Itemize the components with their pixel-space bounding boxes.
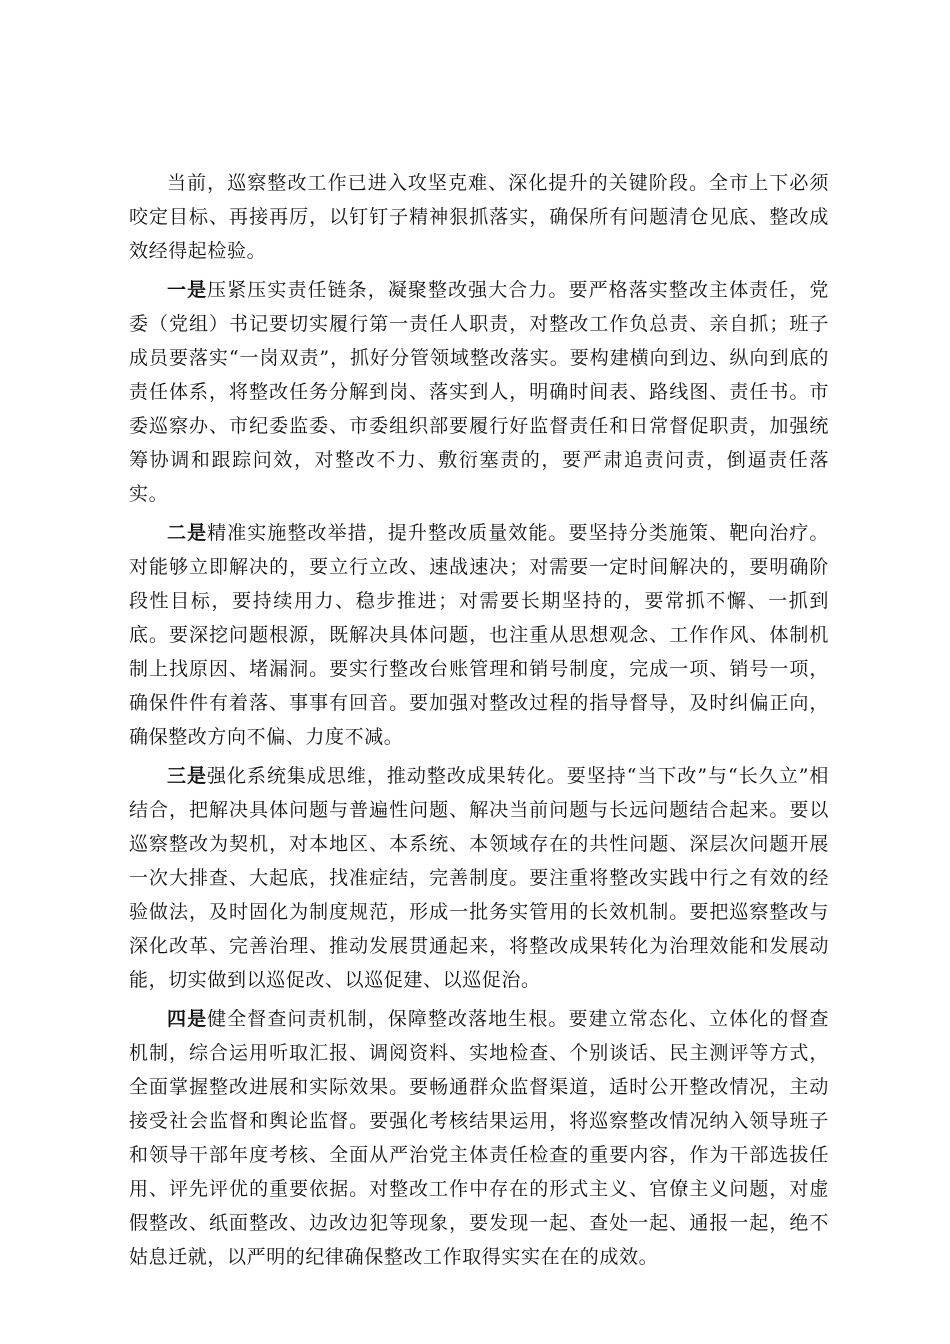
paragraph-point-4 bbox=[129, 1002, 829, 1274]
paragraph-text: 强化系统集成思维，推动整改成果转化。要坚持“当下改”与“长久立”相结合，把解决具体问题与普遍性问题、解决当前问题与长远问题结合起来。要以巡察整改为契机，对本地区、本系统、本领域存在的共性问题、深层次问题开展一次大排查、大起底，找准症结，完善制度。要注重将整改实践中行之有效的经验做法，及时固化为制度规范，形成一批务实管用的长效机制。要把巡察整改与深化改革、完善治理、推动发展贯通起来，将整改成果转化为治理效能和发展动能，切实做到以巡促改、以巡促建、以巡促治。 bbox=[129, 765, 830, 991]
paragraph-text: 压紧压实责任链条，凝聚整改强大合力。要严格落实整改主体责任，党委（党组）书记要切实履行第一责任人职责，对整改工作负总责、亲自抓；班子成员要落实“一岗双责”，抓好分管领域整改落实。要构建横向到边、纵向到底的责任体系，将整改任务分解到岗、落实到人，明确时间表、路线图、责任书。市委巡察办、市纪委监委、市委组织部要履行好监督责任和日常督促职责，加强统筹协调和跟踪问效，对整改不力、敷衍塞责的，要严肃追责问责，倒逼责任落实。 bbox=[129, 279, 829, 505]
paragraph-intro bbox=[129, 166, 829, 268]
paragraph-text: 健全督查问责机制，保障整改落地生根。要建立常态化、立体化的督查机制，综合运用听取汇报、调阅资料、实地检查、个别谈话、民主测评等方式，全面掌握整改进展和实际效果。要畅通群众监督渠道，适时公开整改情况，主动接受社会监督和舆论监督。要强化考核结果运用，将巡察整改情况纳入领导班子和领导干部年度考核、全面从严治党主体责任检查的重要内容，作为干部选拔任用、评先评优的重要依据。对整改工作中存在的形式主义、官僚主义问题，对虚假整改、纸面整改、边改边犯等现象，要发现一起、查处一起、通报一起，绝不姑息迁就，以严明的纪律确保整改工作取得实实在在的成效。 bbox=[129, 1008, 829, 1268]
paragraph-lead: 三是 bbox=[167, 765, 207, 787]
paragraph-point-2 bbox=[129, 516, 829, 754]
paragraph-lead: 一是 bbox=[167, 279, 208, 301]
document-body bbox=[129, 166, 829, 1279]
paragraph-lead: 四是 bbox=[167, 1008, 208, 1030]
paragraph-point-1 bbox=[129, 273, 829, 511]
paragraph-lead: 二是 bbox=[167, 522, 208, 544]
paragraph-text: 当前，巡察整改工作已进入攻坚克难、深化提升的关键阶段。全市上下必须咬定目标、再接再厉，以钉钉子精神狠抓落实，确保所有问题清仓见底、整改成效经得起检验。 bbox=[129, 172, 829, 262]
paragraph-text: 精准实施整改举措，提升整改质量效能。要坚持分类施策、靶向治疗。对能够立即解决的，要立行立改、速战速决；对需要一定时间解决的，要明确阶段性目标，要持续用力、稳步推进；对需要长期坚持的，要常抓不懈、一抓到底。要深挖问题根源，既解决具体问题，也注重从思想观念、工作作风、体制机制上找原因、堵漏洞。要实行整改台账管理和销号制度，完成一项、销号一项，确保件件有着落、事事有回音。要加强对整改过程的指导督导，及时纠偏正向，确保整改方向不偏、力度不减。 bbox=[129, 522, 829, 748]
paragraph-point-3 bbox=[129, 759, 829, 997]
